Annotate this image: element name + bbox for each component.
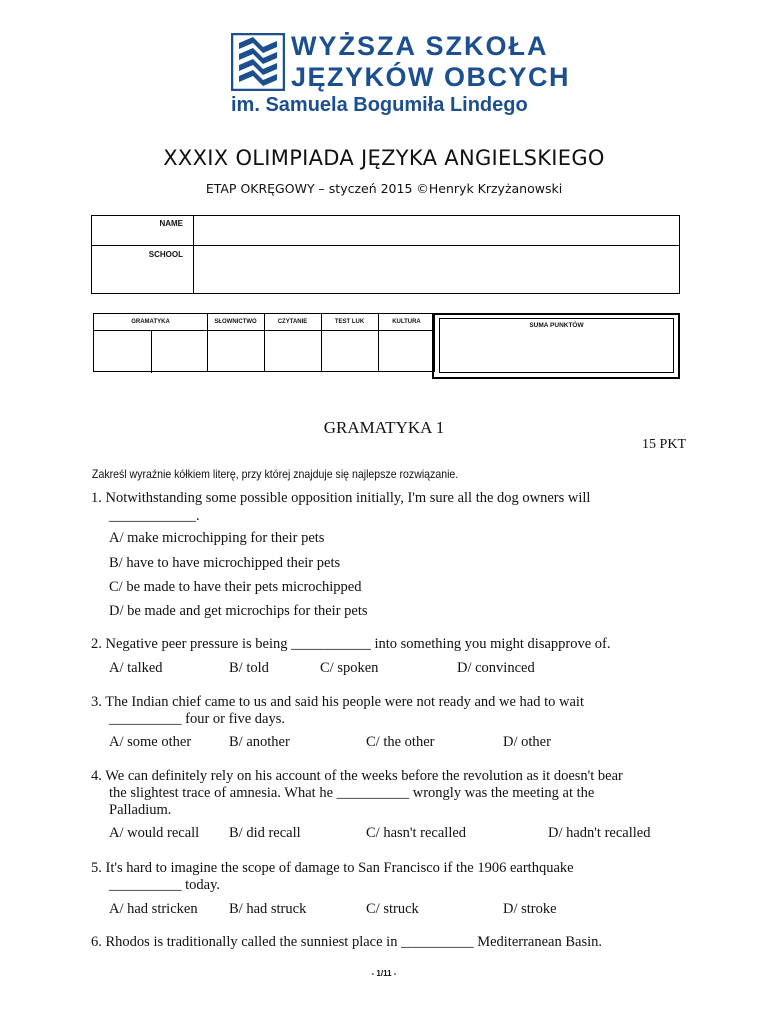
olympiad-subtitle: ETAP OKRĘGOWY – styczeń 2015 ©Henryk Krzyżanowski — [205, 181, 563, 196]
total-points-box — [432, 313, 680, 379]
answer-option-4a[interactable]: A/ would recall — [109, 825, 200, 841]
answer-option-1c[interactable]: C/ be made to have their pets microchipped — [109, 579, 362, 595]
answer-option-5d[interactable]: D/ stroke — [503, 901, 557, 917]
instruction-text: Zakreśl wyraźnie kółkiem literę, przy której znajduje się najlepsze rozwiązanie. — [92, 467, 459, 481]
question-6 — [91, 934, 602, 951]
page-number: - 1/11 - — [371, 969, 397, 978]
logo-text-line2: JĘZYKÓW OBCYCH — [291, 62, 571, 92]
answer-option-3d[interactable]: D/ other — [503, 734, 551, 750]
school-logo — [231, 31, 571, 117]
score-header-test-luk: TEST LUK — [334, 319, 365, 325]
section-points: 15 PKT — [642, 437, 686, 452]
question-number: 6. — [91, 934, 102, 950]
question-text-line: It's hard to imagine the scope of damage to San Francisco if the 1906 earthquake — [105, 860, 574, 876]
answer-option-2b[interactable]: B/ told — [229, 660, 269, 676]
question-number: 5. — [91, 860, 102, 876]
score-header-kultura: KULTURA — [392, 319, 421, 325]
logo-mark-icon — [231, 33, 285, 91]
answer-option-2a[interactable]: A/ talked — [109, 660, 163, 676]
logo-text-line1: WYŻSZA SZKOŁA — [291, 31, 549, 61]
answer-option-4d[interactable]: D/ hadn't recalled — [548, 825, 651, 841]
name-label: NAME — [159, 219, 183, 228]
olympiad-title: XXXIX OLIMPIADA JĘZYKA ANGIELSKIEGO — [163, 146, 605, 170]
question-number: 1. — [91, 490, 102, 506]
answer-option-2c[interactable]: C/ spoken — [320, 660, 379, 676]
answer-option-5c[interactable]: C/ struck — [366, 901, 419, 917]
question-3 — [91, 694, 584, 711]
answer-option-3b[interactable]: B/ another — [229, 734, 290, 750]
answer-option-5a[interactable]: A/ had stricken — [109, 901, 198, 917]
question-text-line: Negative peer pressure is being ___________ into something you might disapprove of. — [105, 636, 611, 652]
logo-text-line3: im. Samuela Bogumiła Lindego — [231, 94, 528, 116]
question-text-line: Palladium. — [109, 802, 172, 818]
total-points-label: SUMA PUNKTÓW — [529, 322, 584, 329]
score-header-slownictwo: SŁOWNICTWO — [214, 319, 257, 325]
student-info-table — [91, 215, 680, 294]
question-number: 2. — [91, 636, 102, 652]
question-text-line: the slightest trace of amnesia. What he __________ wrongly was the meeting at the — [109, 785, 595, 801]
question-text-line: Notwithstanding some possible opposition initially, I'm sure all the dog owners will — [105, 490, 591, 506]
question-2 — [91, 636, 611, 653]
question-text-line: __________ today. — [109, 877, 221, 893]
answer-option-1a[interactable]: A/ make microchipping for their pets — [109, 530, 325, 546]
question-text-line: __________ four or five days. — [109, 711, 285, 727]
answer-option-4b[interactable]: B/ did recall — [229, 825, 301, 841]
question-text-line: Rhodos is traditionally called the sunniest place in __________ Mediterranean Basin. — [105, 934, 603, 950]
score-table — [93, 313, 435, 372]
answer-option-4c[interactable]: C/ hasn't recalled — [366, 825, 467, 841]
section-title: GRAMATYKA 1 — [323, 418, 445, 437]
answer-option-2d[interactable]: D/ convinced — [457, 660, 535, 676]
question-number: 4. — [91, 768, 102, 784]
answer-option-1b[interactable]: B/ have to have microchipped their pets — [109, 555, 341, 571]
answer-option-5b[interactable]: B/ had struck — [229, 901, 307, 917]
answer-option-3a[interactable]: A/ some other — [109, 734, 192, 750]
question-5 — [91, 860, 574, 877]
question-1 — [91, 490, 590, 507]
question-text-line: The Indian chief came to us and said his people were not ready and we had to wait — [105, 694, 584, 710]
question-text-line: We can definitely rely on his account of the weeks before the revolution as it doesn't bear — [105, 768, 623, 784]
score-header-czytanie: CZYTANIE — [277, 319, 308, 325]
school-label: SCHOOL — [148, 250, 183, 259]
question-number: 3. — [91, 694, 102, 710]
score-header-gramatyka: GRAMATYKA — [131, 319, 170, 325]
answer-option-1d[interactable]: D/ be made and get microchips for their pets — [109, 603, 368, 619]
answer-option-3c[interactable]: C/ the other — [366, 734, 435, 750]
question-4 — [91, 768, 623, 785]
question-text-line: ____________. — [109, 508, 200, 524]
